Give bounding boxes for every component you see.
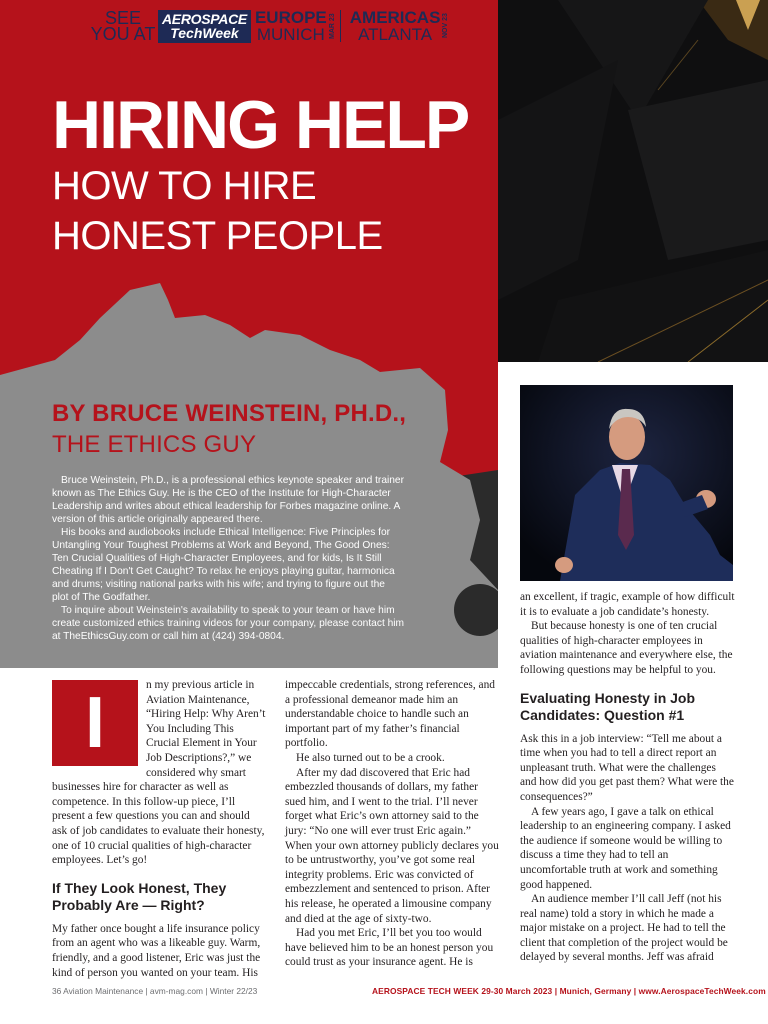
aerospace-techweek-promo[interactable]	[90, 8, 449, 44]
footer-event-link[interactable]: AEROSPACE TECH WEEK 29-30 March 2023 | Munich, Germany | www.AerospaceTechWeek.com	[372, 986, 766, 996]
author-byline: BY BRUCE WEINSTEIN, PH.D.,	[52, 400, 407, 427]
europe-event	[254, 7, 327, 44]
promo-divider	[340, 10, 341, 42]
americas-event	[349, 7, 441, 44]
author-bio	[52, 474, 404, 643]
author-title: THE ETHICS GUY	[52, 431, 257, 458]
americas-city: ATLANTA	[358, 24, 433, 44]
europe-title: EUROPE	[254, 7, 327, 27]
body-paragraph: But because honesty is one of ten crucial qualities of high-character employees in aviation maintenance and everywhere else, the following questions may be helpful to you.	[520, 620, 733, 676]
bio-paragraph: His books and audiobooks include Ethical Intelligence: Five Principles for Untangling Your Toughest Problems at Work and Beyond, The Good Ones: Ten Crucial Qualities of High-Character Employees, and for kids, Is It Still Cheating If I Don't Get Caught? To relax he enjoys playing guitar, harmonica and drums; visiting national parks with his wife; and trying to figure out the plot of The Godfather.	[52, 527, 395, 603]
speaker-photo	[520, 385, 733, 581]
speaker-illustration	[520, 385, 733, 581]
article-column-3	[520, 590, 735, 965]
americas-title: AMERICAS	[349, 7, 441, 27]
europe-dates: MAR 23	[328, 13, 336, 39]
body-paragraph: Ask this in a job interview: “Tell me about a time when you had to tell a direct report an unpleasant truth. What were the challenges and how did you get past them? What were the consequences?”	[520, 732, 734, 803]
bio-paragraph: Bruce Weinstein, Ph.D., is a professional ethics keynote speaker and trainer known as The Ethics Guy. He is the CEO of the Institute for High-Character Leadership and writes about ethical leadership for Forbes magazine online. A version of this article originally appeared there.	[52, 475, 404, 525]
hero-banner	[0, 0, 498, 668]
article-headline: HIRING HELP	[52, 87, 469, 163]
logo-line-2: TechWeek	[170, 24, 239, 41]
article-subhead-line-2: HONEST PEOPLE	[52, 214, 383, 258]
body-paragraph: impeccable credentials, strong references, and a professional demeanor made him an understandable choice to handle such an important part of my father’s financial portfolio.	[285, 679, 495, 750]
body-paragraph: A few years ago, I gave a talk on ethical leadership to an engineering company. I asked the audience if someone would be willing to discuss a time they had to tell an uncomfortable truth at work and something good happened.	[520, 805, 731, 891]
drop-cap: I	[52, 680, 138, 766]
article-subhead-line-1: HOW TO HIRE	[52, 164, 317, 208]
body-paragraph: He also turned out to be a crook.	[296, 751, 445, 764]
see-you-at-text: SEE YOU AT	[90, 8, 156, 44]
body-paragraph: n my previous article in Aviation Maintenance, “Hiring Help: Why Aren’t You Including This Crucial Element in Your Job Descriptions?,” we considered why smart businesses hire for character as well as competence. In this follow-up piece, I’ll present a few questions you can and should ask of job candidates to evaluate their honesty, one of 10 crucial qualities of high-character employees. Let’s go!	[52, 679, 266, 867]
techweek-logo	[158, 10, 251, 43]
section-heading: If They Look Honest, They Probably Are — Right?	[52, 879, 227, 913]
body-paragraph: After my dad discovered that Eric had embezzled thousands of dollars, my father sued him, and I went to the trial. I’ll never forget what Eric’s own attorney said to the jury: “No one will ever trust Eric again.” When your own attorney publicly declares you to be untrustworthy, you’ve got some real integrity problems. Eric was convicted of embezzlement and sentenced to prison. After his release, he operated a limousine company and died at the age of sixty-two.	[285, 766, 499, 925]
body-paragraph: Had you met Eric, I’ll bet you too would have believed him to be an honest person you could trust as your insurance agent. He is	[285, 927, 494, 969]
section-heading: Evaluating Honesty in Job Candidates: Question #1	[520, 689, 696, 723]
americas-dates: NOV 23	[442, 13, 450, 39]
footer-publication-info: 36 Aviation Maintenance | avm-mag.com | Winter 22/23	[52, 986, 258, 996]
logo-line-1: AEROSPACE	[162, 10, 247, 27]
body-paragraph: an excellent, if tragic, example of how difficult it is to evaluate a job candidate’s honesty.	[520, 591, 735, 618]
body-paragraph: My father once bought a life insurance policy from an agent who was a likeable guy. Warm, friendly, and a good listener, Eric was just the kind of person you wanted on your team. His	[52, 922, 261, 979]
europe-city: MUNICH	[256, 24, 325, 44]
abstract-dark-photo	[498, 0, 768, 362]
dark-abstract-art	[498, 0, 768, 362]
page-footer	[0, 986, 768, 1000]
body-paragraph: An audience member I’ll call Jeff (not his real name) told a story in which he made a major mistake on a project. He had to tell the client that completion of the project would be delayed by several months. Jeff was afraid	[520, 893, 728, 964]
article-column-2	[285, 678, 500, 970]
bio-paragraph: To inquire about Weinstein's availability to speak to your team or have him create customized ethics training videos for your company, please contact him at TheEthicsGuy.com or call him at (424) 394-0804.	[52, 605, 405, 642]
article-column-1	[52, 678, 267, 980]
